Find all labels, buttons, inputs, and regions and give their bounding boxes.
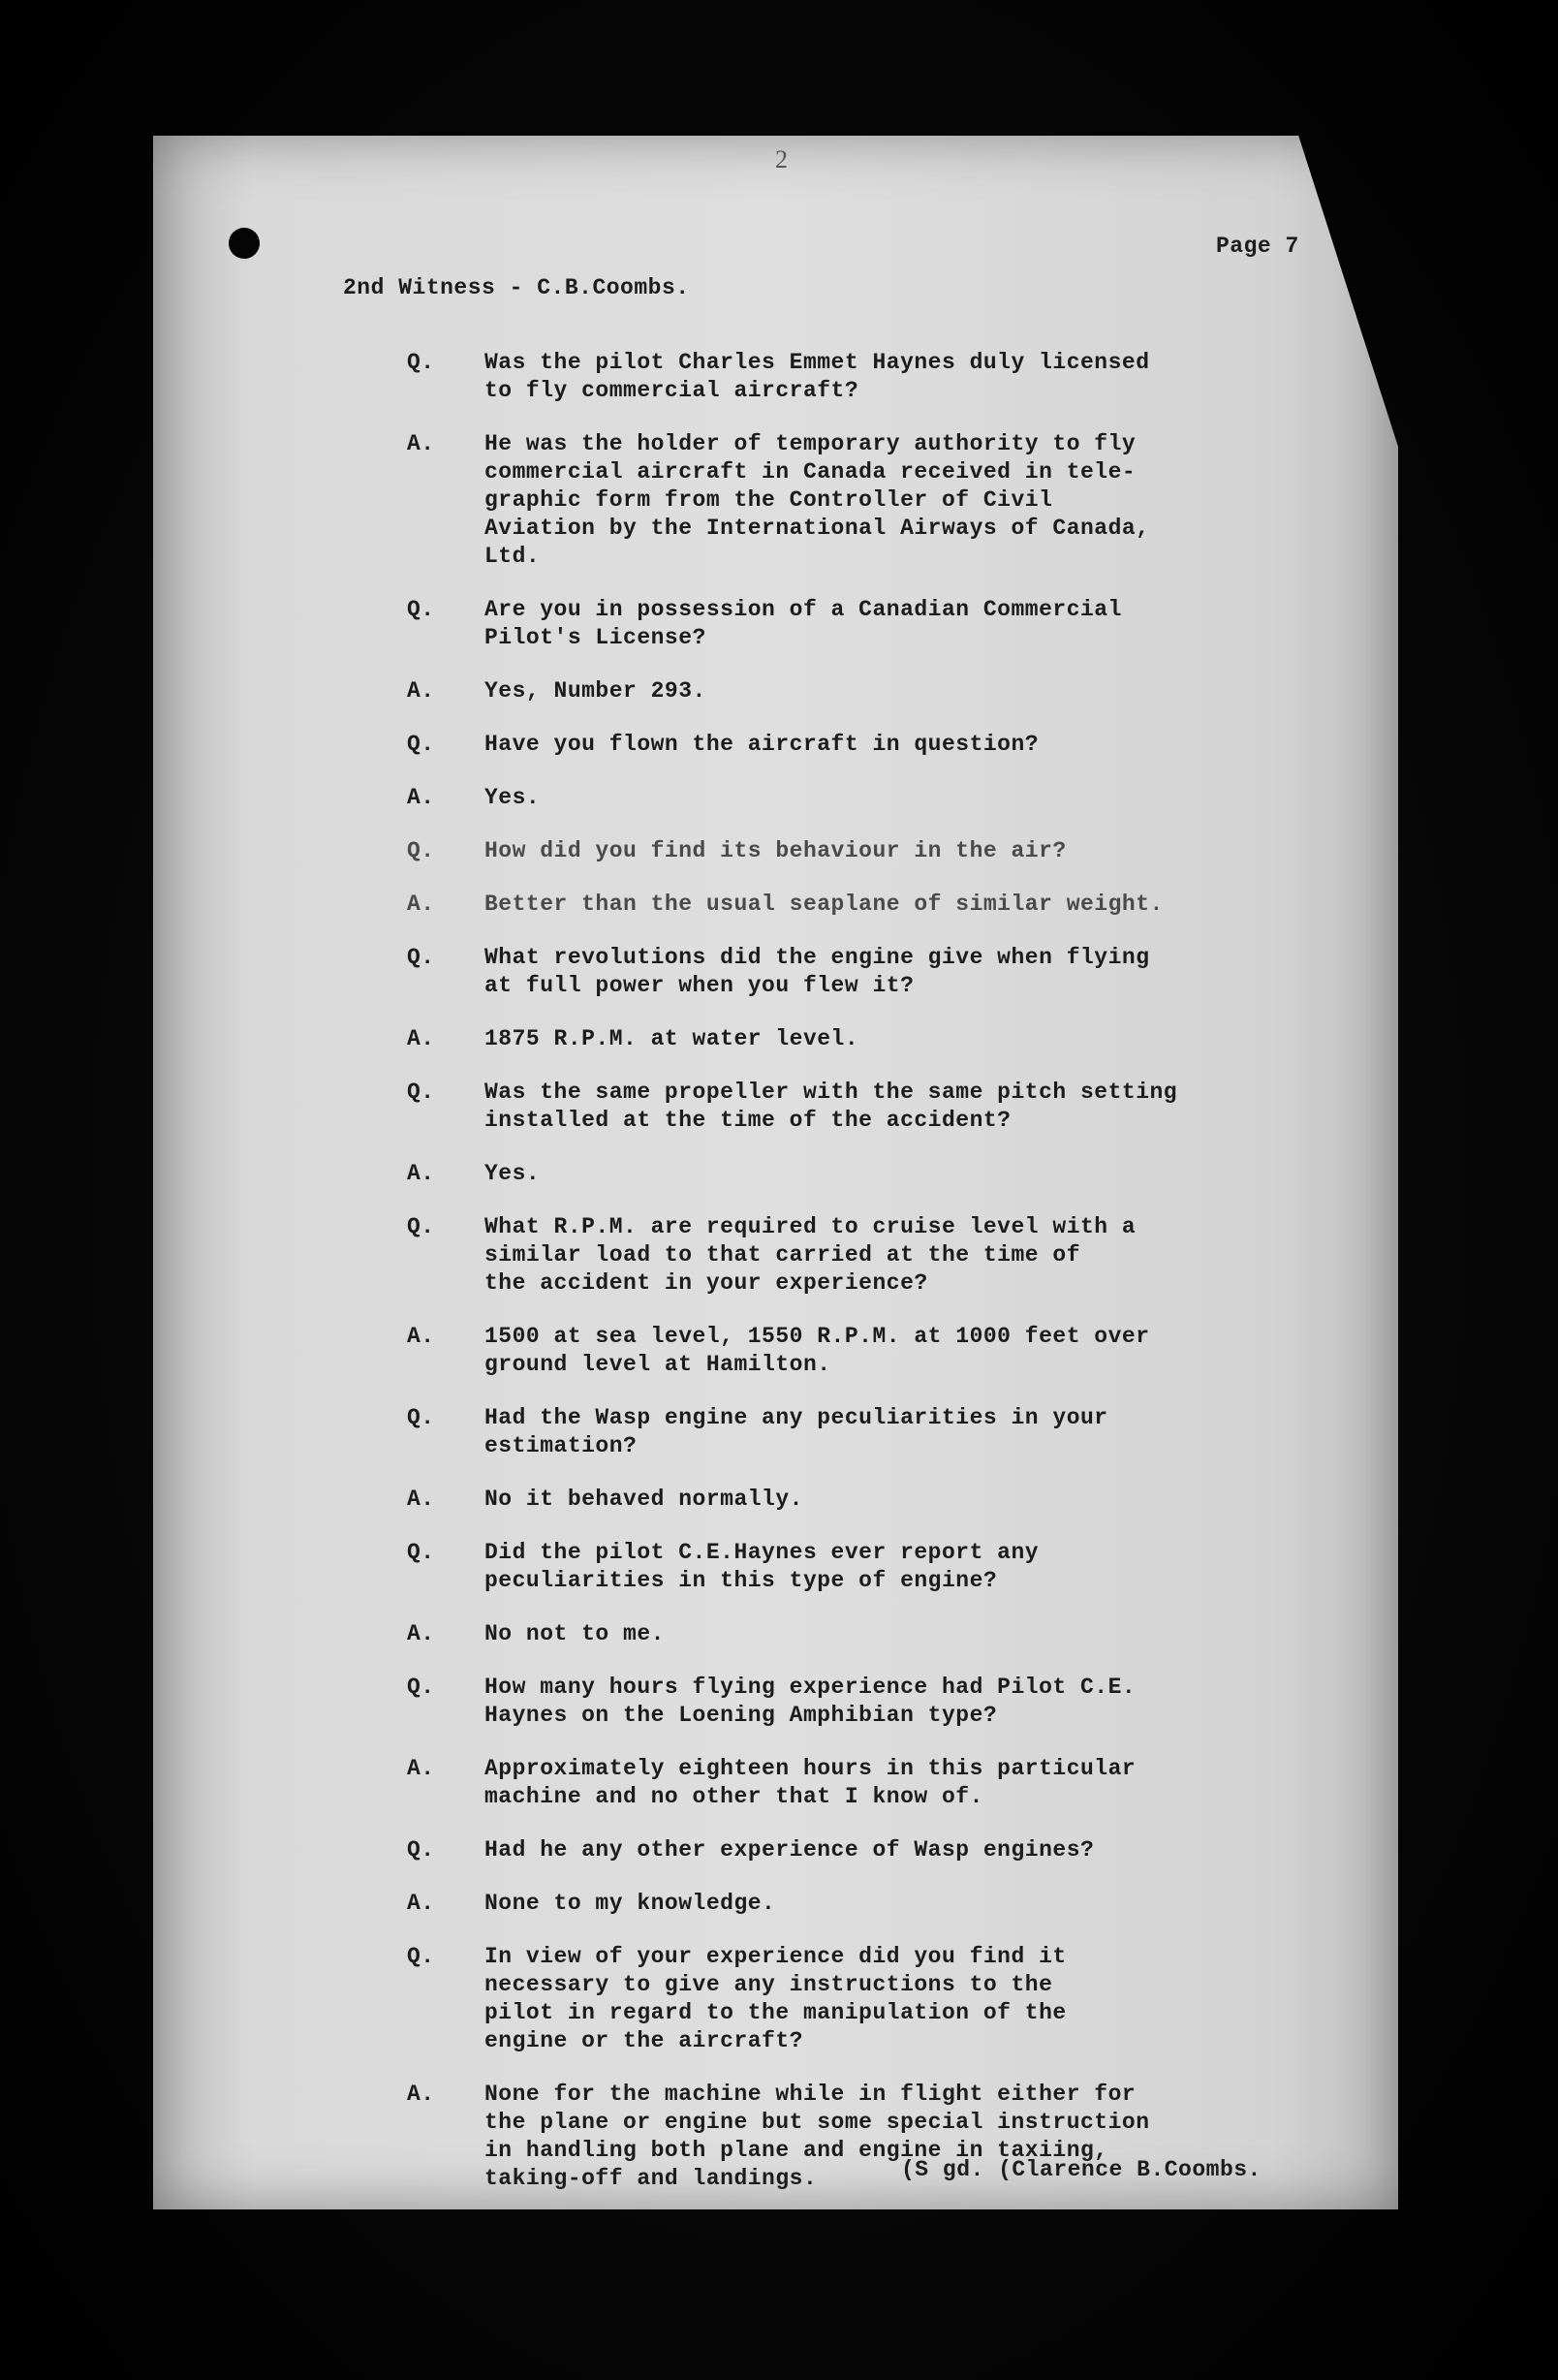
question-text: In view of your experience did you find it necessary to give any instructions to the pilot in regard to the manipulation of the engine or the aircraft? bbox=[484, 1944, 1067, 2053]
question-text: How many hours flying experience had Pilot C.E. Haynes on the Loening Amphibian type? bbox=[484, 1675, 1137, 1728]
witness-heading: 2nd Witness - C.B.Coombs. bbox=[343, 275, 690, 300]
answer-label: A. bbox=[407, 678, 435, 704]
question bbox=[407, 1943, 1308, 2055]
question-label: Q. bbox=[407, 1540, 435, 1565]
answer-text: Approximately eighteen hours in this particular machine and no other that I know of. bbox=[484, 1756, 1137, 1809]
question-label: Q. bbox=[407, 838, 435, 863]
signature-line: (S gd. (Clarence B.Coombs. bbox=[901, 2157, 1262, 2182]
question-label: Q. bbox=[407, 1405, 435, 1430]
question-text: Was the pilot Charles Emmet Haynes duly licensed to fly commercial aircraft? bbox=[484, 350, 1150, 403]
answer bbox=[407, 1620, 1308, 1648]
answer bbox=[407, 1323, 1308, 1379]
answer bbox=[407, 1160, 1308, 1188]
answer-label: A. bbox=[407, 1324, 435, 1349]
question bbox=[407, 1674, 1308, 1730]
question-text: What R.P.M. are required to cruise level with a similar load to that carried at the time of the accident in your experience? bbox=[484, 1214, 1137, 1296]
answer bbox=[407, 784, 1308, 812]
question bbox=[407, 1213, 1308, 1298]
question-text: Was the same propeller with the same pitch setting installed at the time of the accident? bbox=[484, 1080, 1178, 1133]
question-label: Q. bbox=[407, 945, 435, 970]
question bbox=[407, 1404, 1308, 1460]
question-text: Have you flown the aircraft in question? bbox=[484, 732, 1040, 757]
answer bbox=[407, 1025, 1308, 1053]
answer-text: None to my knowledge. bbox=[484, 1891, 776, 1916]
answer-label: A. bbox=[407, 2082, 435, 2107]
question-text: Did the pilot C.E.Haynes ever report any peculiarities in this type of engine? bbox=[484, 1540, 1040, 1593]
question-label: Q. bbox=[407, 1837, 435, 1863]
answer bbox=[407, 1755, 1308, 1811]
answer-text: None for the machine while in flight either for the plane or engine but some special instruction in handling both plane and engine in taxiing, taking-off and landings. bbox=[484, 2082, 1150, 2191]
question-text: Are you in possession of a Canadian Commercial Pilot's License? bbox=[484, 597, 1122, 650]
punch-hole bbox=[229, 228, 260, 259]
handwritten-page-mark: 2 bbox=[775, 145, 788, 173]
question-label: Q. bbox=[407, 597, 435, 622]
page-number: Page 7 bbox=[1216, 234, 1299, 259]
answer-label: A. bbox=[407, 1621, 435, 1646]
question bbox=[407, 1836, 1308, 1864]
question-text: Had the Wasp engine any peculiarities in your estimation? bbox=[484, 1405, 1108, 1458]
answer-text: Yes. bbox=[484, 785, 541, 810]
question-label: Q. bbox=[407, 1214, 435, 1239]
question bbox=[407, 1079, 1308, 1135]
question-text: Had he any other experience of Wasp engines? bbox=[484, 1837, 1095, 1863]
question bbox=[407, 731, 1308, 759]
question-label: Q. bbox=[407, 350, 435, 375]
question-label: Q. bbox=[407, 1944, 435, 1969]
answer-text: Better than the usual seaplane of similar weight. bbox=[484, 892, 1164, 917]
answer bbox=[407, 891, 1308, 919]
answer-label: A. bbox=[407, 431, 435, 456]
qa-list bbox=[407, 349, 1308, 2218]
answer-text: No it behaved normally. bbox=[484, 1487, 803, 1512]
answer-text: 1875 R.P.M. at water level. bbox=[484, 1026, 859, 1051]
answer-text: Yes. bbox=[484, 1161, 541, 1186]
answer-text: He was the holder of temporary authority to fly commercial aircraft in Canada received in tele- graphic form from the Controller of Civil Aviation by the International Airways of Canada, Ltd. bbox=[484, 431, 1150, 569]
answer bbox=[407, 1486, 1308, 1514]
question bbox=[407, 1539, 1308, 1595]
answer-label: A. bbox=[407, 785, 435, 810]
answer-label: A. bbox=[407, 892, 435, 917]
question bbox=[407, 944, 1308, 1000]
answer-text: 1500 at sea level, 1550 R.P.M. at 1000 feet over ground level at Hamilton. bbox=[484, 1324, 1150, 1377]
answer-label: A. bbox=[407, 1891, 435, 1916]
answer-text: Yes, Number 293. bbox=[484, 678, 706, 704]
question bbox=[407, 837, 1308, 865]
answer bbox=[407, 677, 1308, 705]
question-label: Q. bbox=[407, 1675, 435, 1700]
answer bbox=[407, 430, 1308, 571]
question-text: What revolutions did the engine give when flying at full power when you flew it? bbox=[484, 945, 1150, 998]
question-text: How did you find its behaviour in the air? bbox=[484, 838, 1067, 863]
answer bbox=[407, 1890, 1308, 1918]
question bbox=[407, 349, 1308, 405]
answer-label: A. bbox=[407, 1161, 435, 1186]
question-label: Q. bbox=[407, 732, 435, 757]
question bbox=[407, 596, 1308, 652]
answer-label: A. bbox=[407, 1026, 435, 1051]
answer-label: A. bbox=[407, 1487, 435, 1512]
question-label: Q. bbox=[407, 1080, 435, 1105]
answer-label: A. bbox=[407, 1756, 435, 1781]
answer-text: No not to me. bbox=[484, 1621, 665, 1646]
